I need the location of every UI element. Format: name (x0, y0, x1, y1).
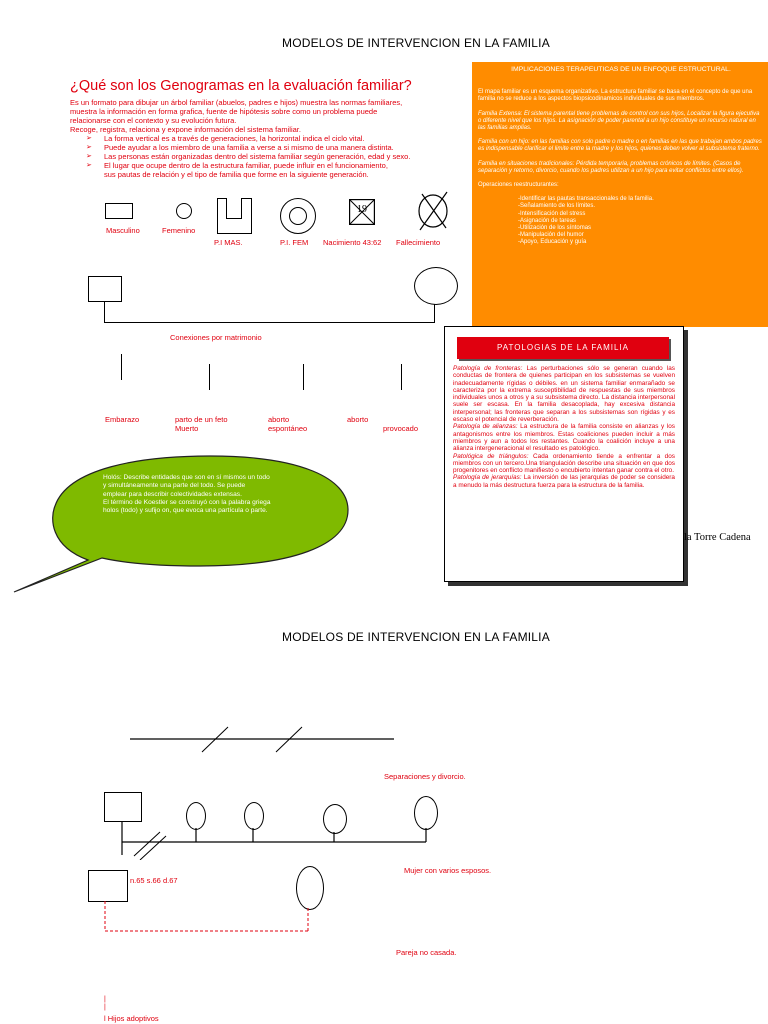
label-fallecimiento: Fallecimiento (396, 238, 441, 247)
embarazo-line (121, 354, 122, 380)
intro-text (70, 98, 470, 179)
operacion-item: -Manipulación del humor (518, 232, 584, 239)
operaciones-title: Operaciones reestructurantes: (478, 182, 559, 189)
bubble-text (103, 474, 333, 515)
pato-triangulos-label: Patológica de triángulos: (453, 452, 529, 460)
patologias-body (453, 365, 675, 489)
pato-alianzas-label: Patología de alianzas: (453, 423, 518, 431)
implicaciones-box (472, 62, 768, 327)
speech-bubble (10, 448, 355, 594)
death-symbol (416, 190, 450, 232)
husband-square-2 (104, 792, 142, 822)
operacion-item: -Asignación de tareas (518, 217, 577, 224)
pi-male-symbol (217, 198, 252, 234)
bullet-item: ➢ El lugar que ocupe dentro de la estructura familiar, puede influir en el funcionamiento, (70, 161, 470, 170)
label-separaciones: Separaciones y divorcio. (384, 772, 466, 781)
operacion-item: -Apoyo, Educación y guía (518, 239, 587, 246)
label-aborto-provocado (347, 415, 418, 433)
bubble-line: Holós: Describe entidades que son en sí mismos un todo (103, 474, 270, 481)
marriage-line-right (434, 304, 435, 323)
adopted-marks (104, 996, 106, 1012)
genogram-heading: ¿Qué son los Genogramas en la evaluación familiar? (70, 78, 412, 94)
intro-line: muestra la información en forma grafica, fuente de hipótesis sobre como un problema puede (70, 107, 378, 116)
adopted-mark: | (104, 1004, 106, 1011)
bullet-item: ➢ Las personas están organizadas dentro del sistema familiar según generación, edad y sexo. (70, 152, 470, 161)
label-masculino: Masculino (106, 226, 140, 235)
label-conexiones: Conexiones por matrimonio (170, 333, 262, 342)
intro-line: relacionarse con el contexto y su evolución futura. (70, 116, 237, 125)
operacion-item: -Señalamiento de los límites. (518, 203, 596, 210)
label-pimas: P.I MAS. (214, 238, 243, 247)
husband-square (88, 276, 122, 302)
birth-number: 19 (357, 204, 367, 215)
operaciones-list (478, 196, 764, 246)
pi-female-inner (289, 207, 307, 225)
label-femenino: Femenino (162, 226, 196, 235)
marriage-line-horizontal (104, 322, 435, 323)
pato-fronteras-label: Patología de fronteras: (453, 365, 523, 372)
intro-line: Es un formato para dibujar un árbol familiar (abuelos, padres e hijos) muestra las normas familiares, (70, 98, 403, 107)
bullet-item: ➢ La forma vertical es a través de generaciones, la horizontal indica el ciclo vital. (70, 134, 470, 143)
dates-label: n.65 s.66 d.67 (130, 876, 178, 885)
side-author-text: la Torre Cadena (684, 532, 751, 543)
marriage-line-left (104, 301, 105, 323)
operacion-item: -Intensificación del stress (518, 210, 586, 217)
label-embarazo: Embarazo (105, 415, 140, 424)
separation-line (128, 722, 398, 762)
implicaciones-p1: El mapa familiar es un esquema organizativo. La estructura familiar se basa en el concepto de que una familia no se reduce a los aspectos biopsicodinamicos individuales de sus miembros. (478, 89, 753, 103)
implicaciones-p3: Familia con un hijo: en las familias con solo padre o madre o en familias en las que trabajan ambos padres es indispensable clarificar el limite entre la madre y los hijos, quienes deben volver al subsistema fraterno. (478, 139, 762, 153)
page-title: MODELOS DE INTERVENCION EN LA FAMILIA (282, 36, 550, 50)
patologias-title: PATOLOGIAS DE LA FAMILIA (457, 337, 669, 359)
intro-line: Recoge, registra, relaciona y expone información del sistema familiar. (70, 125, 301, 134)
label-varios-esposos: Mujer con varios esposos. (404, 866, 492, 875)
label-aborto-1: aborto (267, 415, 290, 424)
bubble-line: emplear para describir colectividades extensas. (103, 490, 242, 498)
adopted-mark: | (104, 996, 106, 1003)
bubble-line: y simultáneamente una parte del todo. Se puede (103, 482, 246, 490)
bullet-list (70, 134, 470, 170)
unmarried-dashed-lines (100, 900, 320, 936)
pato-jerarquias-label: Patología de jerarquías: (453, 474, 522, 482)
pato-triangulos-text: Cada ordenamiento tiende a enfrentar a dos miembros con un tercero.Una triangulación describe una situación en que dos progenitores en conflicto manifiesto o encubierto intentan ganar contra el otro. (453, 452, 675, 475)
bubble-line: El término de Koestler se construyó con la palabra griega (103, 498, 271, 506)
implicaciones-p4: Familia en situaciones tradicionales: Pérdida temporaria, problemas crónicos de límites. (Casos de separación y retorno, divorcio, cuando los padres utilizan a un hijo para evitar conflictos entre ellos). (478, 160, 744, 174)
parto-line (209, 364, 210, 390)
pi-female-symbol (280, 198, 316, 234)
label-aborto-espontaneo (250, 415, 307, 433)
pato-alianzas-text: La estructura de la familia consiste en alianzas y los antagonismos entre los miembros. Estas coaliciones pueden incluir a más miembros y aun a todos los restantes. Cuando la coalición incluye a una alianza intergeneracional el resultado es patológico. (453, 423, 675, 453)
label-parto-line2: Muerto (175, 424, 199, 433)
pato-jerarquias-text: La inversión de las jerarquías de poder se considera a menudo la más destructura fuerza para la estructura de la familia. (453, 474, 675, 489)
label-pifem: P.I. FEM (280, 238, 309, 247)
bubble-line: holos (todo) y sufijo on, que evoca una partícula o parte. (103, 507, 268, 515)
label-provocado: provocado (383, 424, 419, 433)
label-parto (175, 415, 228, 433)
page2-title: MODELOS DE INTERVENCION EN LA FAMILIA (282, 630, 550, 644)
label-pareja-no-casada: Pareja no casada. (396, 948, 457, 957)
operacion-item: -Identificar las pautas transaccionales de la familia. (518, 196, 654, 203)
bullet-item: ➢ Puede ayudar a los miembro de una familia a verse a si mismo de una manera distinta. (70, 143, 470, 152)
implicaciones-title: IMPLICACIONES TERAPEUTICAS DE UN ENFOQUE ESTRUCTURAL. (511, 66, 731, 73)
aborto-espontaneo-line (303, 364, 304, 390)
patologias-box (444, 326, 684, 582)
pi-male-inner (226, 198, 242, 219)
label-parto-line1: parto de un feto (175, 415, 228, 424)
multi-spouse-lines (120, 820, 440, 860)
label-hijos-adoptivos: l Hijos adoptivos (104, 1014, 159, 1023)
wife-circle (414, 267, 458, 305)
label-espontaneo: espontáneo (268, 424, 308, 433)
operacion-item: -Utilización de los síntomas (518, 225, 592, 232)
male-square-symbol (105, 203, 133, 219)
bullet-continuation: sus pautas de relación y el tipo de familia que forme en la siguiente generación. (104, 170, 369, 179)
birth-symbol (349, 199, 375, 225)
label-nacimiento: Nacimiento 43:62 (323, 238, 382, 247)
female-circle-symbol (176, 203, 192, 219)
pato-fronteras-text: Las perturbaciones sólo se generan cuando las conductas de frontera de quienes participan en los subsistemas se vuelven inadecuadamente rígidas o débiles. en un sistema familiar enmarañado se caracteriza por la extrema susceptibilidad de respuestas de sus miembros individuales unos a otros y a su subsistema directo. La distancia interpersonal suele ser escasa. En la familia desacoplada, hay excesiva distancia interpersonal; las fronteras que separan a los subsistemas son rígidas y es escaso el potencial de reverberación. (453, 365, 675, 424)
unmarried-square (88, 870, 128, 902)
aborto-provocado-line (401, 364, 402, 390)
label-aborto-2: aborto (347, 415, 369, 424)
implicaciones-p2: Familia Extensa: El sistema parental tiene problemas de control con sus hijos, Localizar la figura ejecutiva o diferente nivel que los hijos. La asignación de poder parental a un hijo constituye un recurso natural en las familias amplias. (478, 110, 760, 132)
